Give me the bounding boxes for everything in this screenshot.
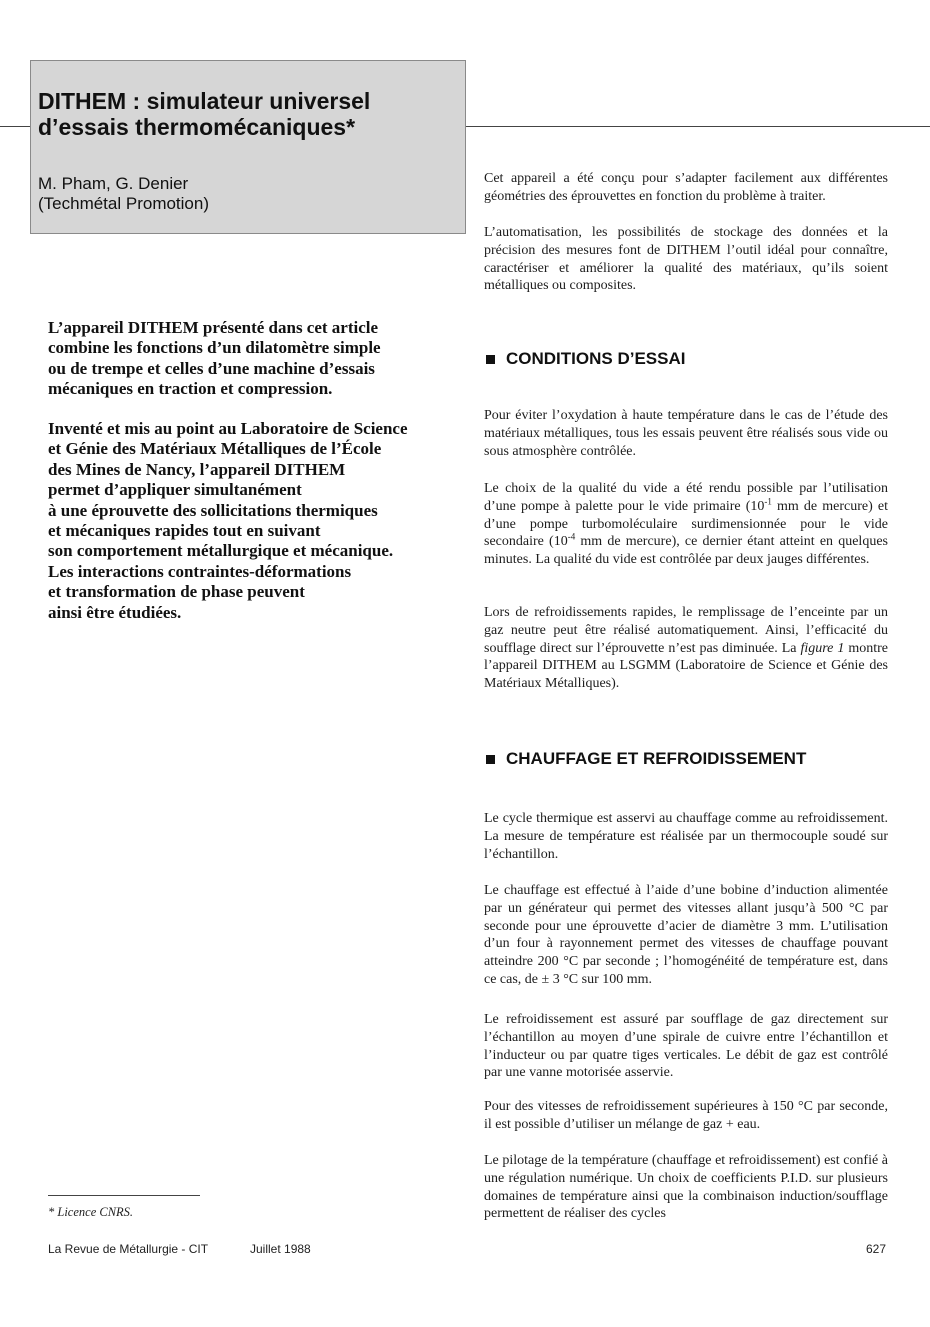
lead-line: Les interactions contraintes-déformations bbox=[48, 561, 352, 581]
heating-paragraph-1: Le cycle thermique est asservi au chauffage comme au refroidissement. La mesure de température est réalisée par un thermocouple soudé sur l’échantillon. bbox=[484, 811, 888, 862]
conditions-paragraph-3 bbox=[484, 604, 888, 693]
lead-paragraph-1 bbox=[48, 318, 448, 400]
text-run: mm de mercure), ce dernier étant atteint en quelques minutes. La qualité du vide est contrôlée par deux jauges différentes. bbox=[484, 534, 888, 568]
page-number: 627 bbox=[865, 1242, 886, 1256]
title-line-2: d’essais thermomécaniques* bbox=[38, 114, 356, 140]
lead-line: et Génie des Matériaux Métalliques de l’École bbox=[48, 439, 382, 459]
lead-line: ainsi être étudiées. bbox=[48, 602, 182, 622]
authors-line-1: M. Pham, G. Denier bbox=[38, 174, 189, 193]
lead-paragraph-2 bbox=[48, 419, 448, 623]
lead-line: et mécaniques rapides tout en suivant bbox=[48, 521, 321, 541]
conditions-paragraph-1: Pour éviter l’oxydation à haute température dans le cas de l’étude des matériaux métalliques, tous les essais peuvent être réalisés sous vide ou sous atmosphère contrôlée. bbox=[484, 408, 888, 459]
lead-line: Inventé et mis au point au Laboratoire de Science bbox=[48, 419, 408, 438]
lead-line: et transformation de phase peuvent bbox=[48, 582, 305, 602]
conditions-paragraph-2 bbox=[484, 480, 888, 569]
square-bullet-icon bbox=[486, 355, 495, 364]
lead-line: ou de trempe et celles d’une machine d’essais bbox=[48, 358, 375, 378]
section-heading-heating bbox=[486, 749, 806, 769]
footer-date: Juillet 1988 bbox=[250, 1242, 311, 1256]
heating-paragraph-4: Pour des vitesses de refroidissement supérieures à 150 °C par seconde, il est possible d’utiliser un mélange de gaz + eau. bbox=[484, 1099, 888, 1132]
text-run: Lors de refroidissements rapides, le remplissage de l’enceinte par un gaz neutre peut être réalisé automatiquement. Ainsi, l’efficacité du soufflage direct sur l’éprouvette n’est pas diminuée. La bbox=[484, 605, 888, 656]
footer-journal: La Revue de Métallurgie - CIT bbox=[48, 1242, 209, 1256]
intro-paragraph-2: L’automatisation, les possibilités de stockage des données et la précision des mesures font de DITHEM l’outil idéal pour connaître, caractériser et améliorer la qualité des matériaux, qu’ils soient métalliques ou composites. bbox=[484, 225, 888, 294]
article-title bbox=[38, 88, 458, 140]
section-heading-conditions bbox=[486, 349, 685, 369]
lead-line: à une éprouvette des sollicitations thermiques bbox=[48, 500, 378, 520]
lead-line: des Mines de Nancy, l’appareil DITHEM bbox=[48, 459, 346, 479]
superscript: -4 bbox=[567, 531, 576, 542]
text-run: montre l’appareil DITHEM au LSGMM (Laboratoire de Science et Génie des Matériaux Métalliques). bbox=[484, 640, 889, 692]
lead-line: son comportement métallurgique et mécanique. bbox=[48, 541, 394, 561]
footnote-rule bbox=[48, 1195, 200, 1196]
text-run: mm de mercure) et d’une pompe turbomoléculaire surdimensionnée pour le vide secondaire (10 bbox=[484, 498, 888, 550]
superscript: -1 bbox=[764, 496, 772, 507]
heading-text: CONDITIONS D’ESSAI bbox=[506, 349, 686, 368]
intro-paragraph-1: Cet appareil a été conçu pour s’adapter facilement aux différentes géométries des éprouvettes en fonction du problème à traiter. bbox=[484, 171, 888, 204]
title-line-1: DITHEM : simulateur universel bbox=[38, 88, 371, 114]
square-bullet-icon bbox=[486, 755, 495, 764]
title-rule-right bbox=[466, 126, 930, 127]
lead-line: mécaniques en traction et compression. bbox=[48, 379, 333, 399]
article-authors bbox=[38, 174, 458, 214]
figure-reference: figure 1 bbox=[800, 640, 845, 656]
heating-paragraph-5: Le pilotage de la température (chauffage et refroidissement) est confié à une régulation numérique. Un choix de coefficients P.I.D. sur plusieurs domaines de température ainsi que la combinaison induction/soufflage permettent de réaliser des cycles bbox=[484, 1153, 888, 1222]
heating-paragraph-2: Le chauffage est effectué à l’aide d’une bobine d’induction alimentée par un générateur qui permet des vitesses allant jusqu’à 500 °C par seconde pour une éprouvette d’acier de diamètre 3 mm. L’utilisation d’un four à rayonnement permet des vitesses de chauffage pouvant atteindre 200 °C par seconde ; l’homogénéité de température est, dans ce cas, de ± 3 °C sur 100 mm. bbox=[484, 883, 888, 987]
heating-paragraph-3: Le refroidissement est assuré par soufflage de gaz directement sur l’échantillon au moyen d’une spirale de cuivre entre l’échantillon et l’inducteur ou par quatre tiges verticales. Le débit de gaz est contrôlé par une vanne motorisée asservie. bbox=[484, 1012, 888, 1081]
lead-line: permet d’appliquer simultanément bbox=[48, 480, 302, 500]
heading-text: CHAUFFAGE ET REFROIDISSEMENT bbox=[506, 749, 807, 768]
footnote: * Licence CNRS. bbox=[48, 1205, 134, 1219]
lead-line: L’appareil DITHEM présenté dans cet article bbox=[48, 318, 379, 337]
authors-line-2: (Techmétal Promotion) bbox=[38, 194, 210, 213]
text-run: Le choix de la qualité du vide a été rendu possible par l’utilisation d’une pompe à palette pour le vide primaire (10 bbox=[484, 481, 888, 514]
title-rule-left bbox=[0, 126, 30, 127]
lead-line: combine les fonctions d’un dilatomètre simple bbox=[48, 338, 381, 358]
